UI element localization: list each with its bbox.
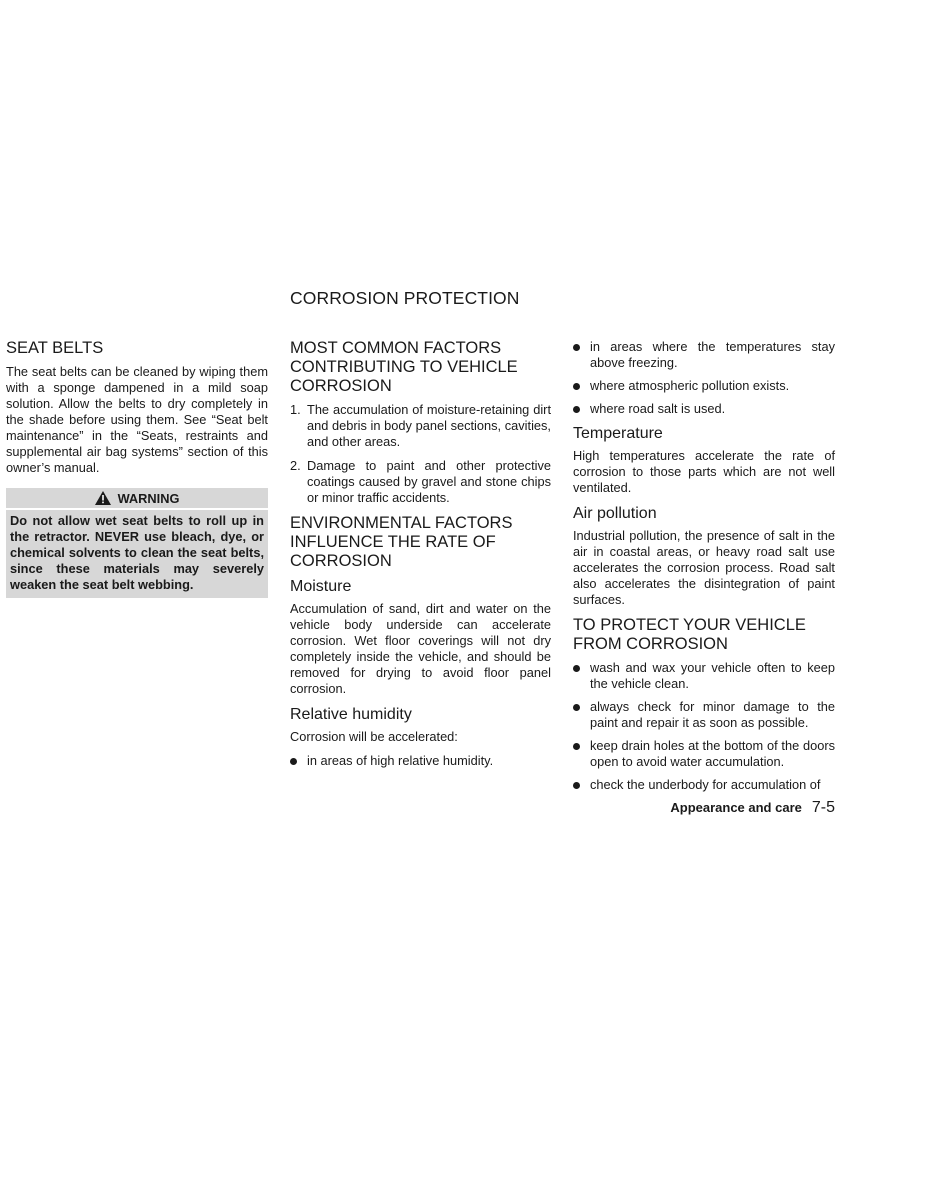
protect-heading: TO PROTECT YOUR VEHICLE FROM CORROSION	[573, 616, 806, 653]
list-item-text: in areas where the temperatures stay above freezing.	[590, 339, 835, 370]
bullet-dot-icon	[573, 743, 580, 750]
list-item	[573, 738, 835, 770]
humidity-heading: Relative humidity	[290, 706, 412, 723]
page-number: 7-5	[811, 799, 835, 816]
bullet-dot-icon	[573, 344, 580, 351]
list-item-text: Damage to paint and other protective coatings caused by gravel and stone chips or minor traffic accidents.	[307, 458, 551, 505]
humidity-list-continued	[573, 339, 835, 417]
bullet-dot-icon	[573, 782, 580, 789]
humidity-list	[290, 753, 551, 769]
list-item-text: wash and wax your vehicle often to keep the vehicle clean.	[590, 660, 835, 691]
bullet-dot-icon	[573, 383, 580, 390]
list-item	[290, 458, 551, 506]
seat-belts-paragraph: The seat belts can be cleaned by wiping them with a sponge dampened in a mild soap solution. Allow the belts to dry completely in the shade before using them. See “Seat belt maintenance” in the “Seats, restraints and supplemental air bag systems” section of this owner’s manual.	[6, 364, 268, 475]
list-item-text: always check for minor damage to the paint and repair it as soon as possible.	[590, 699, 835, 730]
left-column	[6, 339, 268, 598]
list-item	[290, 753, 551, 769]
moisture-paragraph: Accumulation of sand, dirt and water on the vehicle body underside can accelerate corrosion. Wet floor coverings will not dry completely inside the vehicle, and should be removed for drying to avoid floor panel corrosion.	[290, 601, 551, 696]
environmental-heading: ENVIRONMENTAL FACTORS INFLUENCE THE RATE OF CORROSION	[290, 514, 513, 570]
warning-label: WARNING	[117, 490, 180, 506]
humidity-intro: Corrosion will be accelerated:	[290, 729, 458, 744]
seat-belts-heading: SEAT BELTS	[6, 339, 104, 357]
bullet-dot-icon	[573, 665, 580, 672]
warning-text: Do not allow wet seat belts to roll up in the retractor. NEVER use bleach, dye, or chemical solvents to clean the seat belts, since these materials may severely weaken the seat belt webbing.	[10, 513, 264, 592]
list-item	[573, 777, 835, 793]
bullet-dot-icon	[573, 406, 580, 413]
list-item-number: 2.	[290, 458, 301, 473]
moisture-heading: Moisture	[290, 578, 352, 595]
temperature-heading: Temperature	[573, 425, 663, 442]
protect-list	[573, 660, 835, 793]
footer-section-title: Appearance and care	[670, 800, 802, 815]
list-item-text: where atmospheric pollution exists.	[590, 378, 790, 393]
page-title: CORROSION PROTECTION	[290, 288, 520, 308]
list-item	[573, 401, 835, 417]
bullet-dot-icon	[573, 704, 580, 711]
list-item-text: The accumulation of moisture-retaining dirt and debris in body panel sections, cavities, and other areas.	[307, 402, 551, 449]
list-item-text: in areas of high relative humidity.	[307, 753, 494, 768]
warning-triangle-icon	[95, 491, 111, 505]
temperature-paragraph: High temperatures accelerate the rate of corrosion to those parts which are not well ventilated.	[573, 448, 835, 495]
list-item	[573, 339, 835, 371]
list-item-text: check the underbody for accumulation of	[590, 777, 821, 792]
air-pollution-heading: Air pollution	[573, 505, 657, 522]
page-footer	[670, 799, 835, 817]
list-item	[573, 660, 835, 692]
warning-header	[6, 488, 268, 510]
air-pollution-paragraph: Industrial pollution, the presence of salt in the air in coastal areas, or heavy road salt use accelerates the corrosion process. Road salt also accelerates the disintegration of paint surfaces.	[573, 528, 835, 607]
common-factors-heading: MOST COMMON FACTORS CONTRIBUTING TO VEHICLE CORROSION	[290, 339, 518, 395]
list-item	[573, 378, 835, 394]
list-item-text: keep drain holes at the bottom of the doors open to avoid water accumulation.	[590, 738, 835, 769]
list-item-text: where road salt is used.	[590, 401, 726, 416]
bullet-dot-icon	[290, 758, 297, 765]
middle-column	[290, 339, 551, 776]
warning-box	[6, 488, 268, 598]
list-item	[573, 699, 835, 731]
right-column	[573, 339, 835, 800]
list-item-number: 1.	[290, 402, 301, 417]
list-item	[290, 402, 551, 450]
common-factors-list	[290, 402, 551, 506]
